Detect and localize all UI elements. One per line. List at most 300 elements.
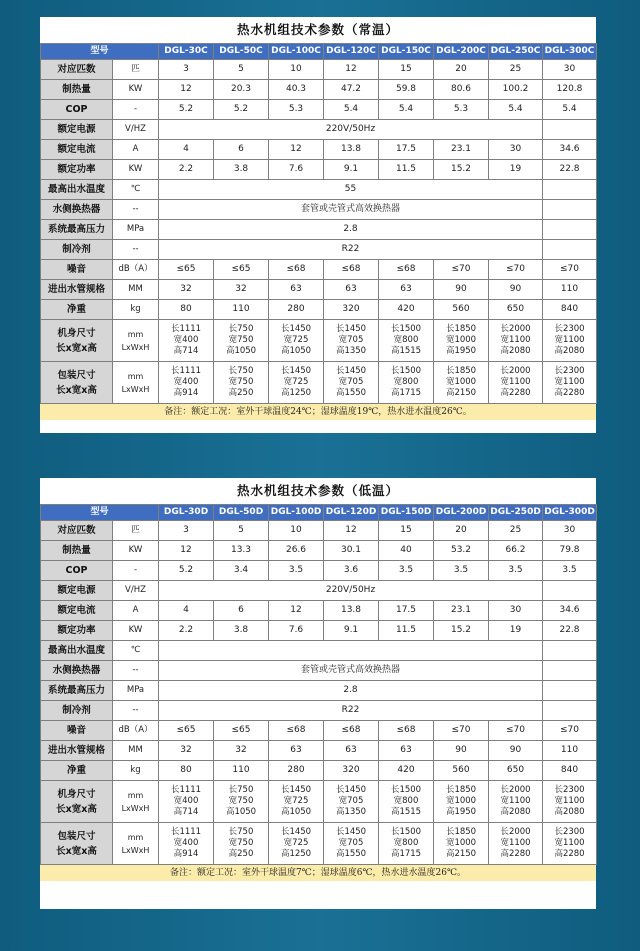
dimension-line: 宽705 — [338, 377, 364, 387]
row-label: 噪音 — [41, 721, 113, 741]
dimension-value — [543, 823, 597, 865]
dimension-line: 宽1000 — [445, 796, 477, 806]
row-empty-cell — [543, 200, 597, 220]
row-unit: V/HZ — [113, 120, 159, 140]
row-span-value: 2.8 — [159, 220, 543, 240]
row-value: 12 — [159, 80, 214, 100]
dimension-line: 宽1000 — [445, 377, 477, 387]
row-label: COP — [41, 561, 113, 581]
dimension-value — [434, 781, 489, 823]
dimension-value — [269, 320, 324, 362]
row-value: 840 — [543, 761, 597, 781]
dimension-line: 高1550 — [335, 388, 367, 398]
dimension-unit-lwh: LxWxH — [121, 384, 150, 394]
dimension-unit-lwh: LxWxH — [121, 803, 150, 813]
dimension-line: 宽1100 — [554, 335, 585, 345]
dimension-line: 宽400 — [173, 838, 199, 848]
row-value: 3.8 — [214, 621, 269, 641]
row-empty-cell — [543, 681, 597, 701]
row-empty-cell — [543, 661, 597, 681]
row-value: 5.2 — [214, 100, 269, 120]
row-value: 3.5 — [543, 561, 597, 581]
model-name: DGL-250D — [489, 505, 543, 521]
dimension-value — [324, 781, 379, 823]
dimension-line: 长2000 — [500, 366, 531, 376]
dimension-line: 宽750 — [228, 335, 254, 345]
dimension-line: 长2000 — [500, 785, 531, 795]
row-value: 59.8 — [379, 80, 434, 100]
row-unit: -- — [113, 240, 159, 260]
row-unit: MPa — [113, 681, 159, 701]
row-value: ≤68 — [379, 260, 434, 280]
dimension-label-name: 机身尺寸 — [57, 788, 96, 800]
row-value: 5.4 — [543, 100, 597, 120]
row-value: 320 — [324, 300, 379, 320]
row-label: 最高出水温度 — [41, 641, 113, 661]
dimension-label-name: 包装尺寸 — [57, 369, 96, 381]
row-value: 63 — [269, 741, 324, 761]
row-value: 13.8 — [324, 140, 379, 160]
row-span-value: 220V/50Hz — [159, 120, 543, 140]
row-span-value: R22 — [159, 701, 543, 721]
spec-row — [41, 140, 597, 160]
dimension-value — [269, 781, 324, 823]
row-value: 47.2 — [324, 80, 379, 100]
row-value: 3.6 — [324, 561, 379, 581]
dimension-row — [41, 781, 597, 823]
row-value: 5.2 — [159, 561, 214, 581]
dimension-value — [324, 320, 379, 362]
row-value: 280 — [269, 300, 324, 320]
dimension-unit-mm: mm — [127, 329, 144, 339]
row-value: 11.5 — [379, 160, 434, 180]
row-value: ≤68 — [269, 721, 324, 741]
row-value: 19 — [489, 621, 543, 641]
row-value: 63 — [324, 280, 379, 300]
row-label: 最高出水温度 — [41, 180, 113, 200]
row-value: 110 — [214, 300, 269, 320]
spec-row — [41, 541, 597, 561]
dimension-value — [159, 320, 214, 362]
row-value: 420 — [379, 300, 434, 320]
row-value: 90 — [489, 280, 543, 300]
dimension-line: 长1450 — [280, 827, 312, 837]
dimension-line: 高2280 — [554, 388, 585, 398]
row-unit: A — [113, 140, 159, 160]
dimension-value — [543, 781, 597, 823]
dimension-line: 宽800 — [393, 838, 419, 848]
dimension-line: 宽750 — [228, 838, 254, 848]
spec-row — [41, 721, 597, 741]
dimension-line: 长1850 — [445, 785, 477, 795]
dimension-label — [41, 320, 113, 362]
row-value: ≤70 — [434, 260, 489, 280]
dimension-line: 宽725 — [283, 377, 309, 387]
model-header-label: 型号 — [41, 505, 159, 521]
dimension-line: 长1450 — [280, 366, 312, 376]
row-value: ≤68 — [324, 721, 379, 741]
row-value: 120.8 — [543, 80, 597, 100]
row-value: 90 — [489, 741, 543, 761]
row-value: 15 — [379, 60, 434, 80]
dimension-line: 高1515 — [390, 807, 422, 817]
row-span-value — [159, 641, 543, 661]
dimension-line: 宽705 — [338, 838, 364, 848]
row-value: 32 — [214, 741, 269, 761]
row-unit: V/HZ — [113, 581, 159, 601]
row-value: 23.1 — [434, 140, 489, 160]
row-value: 110 — [543, 741, 597, 761]
dimension-value — [379, 823, 434, 865]
row-value: 3.5 — [379, 561, 434, 581]
dimension-line: 高2280 — [554, 849, 585, 859]
dimension-unit-mm: mm — [127, 790, 144, 800]
dimension-line: 长750 — [228, 324, 254, 334]
dimension-line: 高1350 — [335, 807, 367, 817]
row-unit: A — [113, 601, 159, 621]
model-name: DGL-250C — [489, 44, 543, 60]
row-value: 5.3 — [269, 100, 324, 120]
dimension-line: 宽1100 — [500, 335, 531, 345]
row-value: ≤70 — [489, 260, 543, 280]
spec-row — [41, 701, 597, 721]
row-unit: ℃ — [113, 641, 159, 661]
dimension-line: 高1050 — [280, 346, 312, 356]
row-empty-cell — [543, 120, 597, 140]
row-unit: KW — [113, 541, 159, 561]
dimension-value — [489, 320, 543, 362]
row-unit: MM — [113, 741, 159, 761]
row-value: 15.2 — [434, 160, 489, 180]
dimension-label-format: 长x宽x高 — [56, 384, 97, 396]
spec-row — [41, 220, 597, 240]
row-value: 650 — [489, 761, 543, 781]
row-label: COP — [41, 100, 113, 120]
row-value: ≤70 — [489, 721, 543, 741]
spec-row — [41, 661, 597, 681]
spec-row — [41, 641, 597, 661]
dimension-line: 宽1100 — [554, 838, 585, 848]
row-empty-cell — [543, 581, 597, 601]
dimension-label-name: 机身尺寸 — [57, 327, 96, 339]
row-unit: 匹 — [113, 60, 159, 80]
dimension-value — [159, 823, 214, 865]
spec-row — [41, 581, 597, 601]
row-value: ≤65 — [214, 260, 269, 280]
dimension-line: 高1550 — [335, 849, 367, 859]
row-value: 30 — [489, 601, 543, 621]
row-value: ≤65 — [159, 260, 214, 280]
row-unit: dB（A） — [113, 260, 159, 280]
row-value: 63 — [379, 741, 434, 761]
dimension-line: 宽750 — [228, 377, 254, 387]
dimension-line: 长2300 — [554, 324, 585, 334]
dimension-value — [543, 320, 597, 362]
model-name: DGL-30D — [159, 505, 214, 521]
model-name: DGL-200D — [434, 505, 489, 521]
spec-row — [41, 280, 597, 300]
spec-table — [40, 43, 597, 404]
row-value: 110 — [214, 761, 269, 781]
spec-row — [41, 80, 597, 100]
row-label: 额定电源 — [41, 581, 113, 601]
dimension-unit-lwh: LxWxH — [121, 342, 150, 352]
dimension-line: 长2300 — [554, 366, 585, 376]
model-name: DGL-150C — [379, 44, 434, 60]
row-value: ≤65 — [159, 721, 214, 741]
dimension-line: 宽1000 — [445, 335, 477, 345]
spec-row — [41, 300, 597, 320]
row-label: 额定功率 — [41, 621, 113, 641]
row-span-value: 2.8 — [159, 681, 543, 701]
row-empty-cell — [543, 701, 597, 721]
row-value: 30.1 — [324, 541, 379, 561]
spec-row — [41, 681, 597, 701]
row-label: 额定电流 — [41, 601, 113, 621]
row-value: 17.5 — [379, 140, 434, 160]
row-value: 40.3 — [269, 80, 324, 100]
dimension-unit — [113, 362, 159, 404]
row-value: 13.8 — [324, 601, 379, 621]
row-value: 30 — [543, 521, 597, 541]
row-label: 进出水管规格 — [41, 741, 113, 761]
table-note: 备注：额定工况：室外干球温度7℃；湿球温度6℃，热水进水温度26℃。 — [40, 865, 596, 881]
dimension-value — [159, 362, 214, 404]
dimension-line: 高1350 — [335, 346, 367, 356]
model-name: DGL-150D — [379, 505, 434, 521]
row-value: 840 — [543, 300, 597, 320]
dimension-line: 高714 — [173, 346, 199, 356]
row-unit: MPa — [113, 220, 159, 240]
row-value: 80 — [159, 300, 214, 320]
dimension-line: 宽750 — [228, 796, 254, 806]
row-value: 10 — [269, 60, 324, 80]
spec-row — [41, 521, 597, 541]
row-value: 3 — [159, 60, 214, 80]
row-empty-cell — [543, 180, 597, 200]
dimension-line: 长1450 — [335, 324, 367, 334]
row-span-value: 套管或壳管式高效换热器 — [159, 200, 543, 220]
row-value: 320 — [324, 761, 379, 781]
row-value: 650 — [489, 300, 543, 320]
row-value: 10 — [269, 521, 324, 541]
row-value: 6 — [214, 140, 269, 160]
dimension-line: 长2300 — [554, 827, 585, 837]
spec-row — [41, 601, 597, 621]
spec-table — [40, 504, 597, 865]
row-value: ≤70 — [543, 721, 597, 741]
row-value: 3.5 — [269, 561, 324, 581]
row-unit: KW — [113, 621, 159, 641]
model-name: DGL-120D — [324, 505, 379, 521]
row-value: 7.6 — [269, 160, 324, 180]
dimension-line: 宽400 — [173, 377, 199, 387]
row-label: 制热量 — [41, 541, 113, 561]
dimension-line: 宽725 — [283, 838, 309, 848]
row-label: 水侧换热器 — [41, 661, 113, 681]
row-value: 25 — [489, 60, 543, 80]
dimension-value — [214, 362, 269, 404]
dimension-unit — [113, 823, 159, 865]
dimension-value — [269, 362, 324, 404]
row-value: 17.5 — [379, 601, 434, 621]
dimension-value — [434, 823, 489, 865]
row-empty-cell — [543, 641, 597, 661]
dimension-value — [214, 320, 269, 362]
dimension-line: 高1250 — [280, 388, 312, 398]
row-value: 15 — [379, 521, 434, 541]
dimension-line: 长1850 — [445, 324, 477, 334]
dimension-label-name: 包装尺寸 — [57, 830, 96, 842]
dimension-value — [214, 823, 269, 865]
row-value: 19 — [489, 160, 543, 180]
row-value: 90 — [434, 280, 489, 300]
row-unit: ℃ — [113, 180, 159, 200]
row-value: 5.4 — [324, 100, 379, 120]
model-name: DGL-300D — [543, 505, 597, 521]
row-value: 11.5 — [379, 621, 434, 641]
dimension-value — [269, 823, 324, 865]
dimension-value — [159, 781, 214, 823]
dimension-line: 长1111 — [170, 324, 202, 334]
row-value: 3.8 — [214, 160, 269, 180]
dimension-value — [434, 362, 489, 404]
row-unit: -- — [113, 701, 159, 721]
row-label: 系统最高压力 — [41, 220, 113, 240]
row-value: 22.8 — [543, 621, 597, 641]
row-value: 20 — [434, 60, 489, 80]
dimension-value — [489, 823, 543, 865]
dimension-line: 长1500 — [390, 324, 422, 334]
dimension-line: 宽1100 — [554, 377, 585, 387]
row-value: 9.1 — [324, 160, 379, 180]
dimension-label — [41, 781, 113, 823]
row-unit: kg — [113, 761, 159, 781]
row-value: 560 — [434, 300, 489, 320]
dimension-line: 宽800 — [393, 335, 419, 345]
dimension-line: 高1715 — [390, 849, 422, 859]
dimension-value — [324, 362, 379, 404]
row-value: 280 — [269, 761, 324, 781]
dimension-line: 长750 — [228, 785, 254, 795]
table-note: 备注：额定工况：室外干球温度24℃；湿球温度19℃，热水进水温度26℃。 — [40, 404, 596, 420]
dimension-line: 长2000 — [500, 827, 531, 837]
row-value: 25 — [489, 521, 543, 541]
dimension-line: 宽725 — [283, 335, 309, 345]
dimension-line: 长1450 — [335, 827, 367, 837]
spec-row — [41, 100, 597, 120]
row-span-value: 220V/50Hz — [159, 581, 543, 601]
dimension-line: 宽1100 — [500, 796, 531, 806]
row-unit: 匹 — [113, 521, 159, 541]
dimension-line: 长1850 — [445, 827, 477, 837]
row-value: 420 — [379, 761, 434, 781]
model-name: DGL-100C — [269, 44, 324, 60]
spec-row — [41, 240, 597, 260]
dimension-line: 高1050 — [225, 807, 257, 817]
dimension-row — [41, 823, 597, 865]
spec-row — [41, 180, 597, 200]
spec-row — [41, 200, 597, 220]
dimension-value — [379, 781, 434, 823]
dimension-line: 高2280 — [500, 849, 531, 859]
row-value: 2.2 — [159, 621, 214, 641]
row-value: 3.5 — [489, 561, 543, 581]
row-label: 制热量 — [41, 80, 113, 100]
dimension-unit-mm: mm — [127, 371, 144, 381]
dimension-value — [379, 362, 434, 404]
row-value: 63 — [379, 280, 434, 300]
row-value: 5.4 — [379, 100, 434, 120]
dimension-line: 长2000 — [500, 324, 531, 334]
dimension-line: 高714 — [173, 807, 199, 817]
dimension-line: 高2280 — [500, 388, 531, 398]
dimension-label-format: 长x宽x高 — [56, 803, 97, 815]
model-name: DGL-50C — [214, 44, 269, 60]
row-value: 40 — [379, 541, 434, 561]
spec-row — [41, 120, 597, 140]
dimension-value — [543, 362, 597, 404]
row-value: 32 — [214, 280, 269, 300]
row-value: 32 — [159, 741, 214, 761]
row-value: ≤70 — [543, 260, 597, 280]
dimension-line: 高1515 — [390, 346, 422, 356]
dimension-value — [489, 781, 543, 823]
row-unit: dB（A） — [113, 721, 159, 741]
row-value: 12 — [269, 601, 324, 621]
row-value: 100.2 — [489, 80, 543, 100]
dimension-value — [489, 362, 543, 404]
row-value: 63 — [269, 280, 324, 300]
spec-row — [41, 60, 597, 80]
dimension-line: 高914 — [173, 388, 199, 398]
row-value: ≤70 — [434, 721, 489, 741]
row-label: 进出水管规格 — [41, 280, 113, 300]
model-name: DGL-100D — [269, 505, 324, 521]
dimension-line: 高2150 — [445, 388, 477, 398]
row-label: 噪音 — [41, 260, 113, 280]
dimension-line: 高1050 — [225, 346, 257, 356]
row-value: ≤65 — [214, 721, 269, 741]
row-label: 系统最高压力 — [41, 681, 113, 701]
row-value: 66.2 — [489, 541, 543, 561]
row-unit: KW — [113, 80, 159, 100]
row-span-value: R22 — [159, 240, 543, 260]
row-label: 额定电源 — [41, 120, 113, 140]
row-span-value: 套管或壳管式高效换热器 — [159, 661, 543, 681]
model-name: DGL-50D — [214, 505, 269, 521]
dimension-line: 宽400 — [173, 335, 199, 345]
row-value: 79.8 — [543, 541, 597, 561]
row-label: 额定电流 — [41, 140, 113, 160]
dimension-line: 长1450 — [280, 785, 312, 795]
row-label: 净重 — [41, 300, 113, 320]
dimension-line: 长1450 — [335, 366, 367, 376]
row-value: ≤68 — [379, 721, 434, 741]
row-value: 30 — [543, 60, 597, 80]
dimension-line: 长1111 — [170, 785, 202, 795]
dimension-line: 高2080 — [500, 807, 531, 817]
dimension-value — [324, 823, 379, 865]
dimension-line: 高2080 — [554, 807, 585, 817]
row-value: ≤68 — [324, 260, 379, 280]
row-value: 3.4 — [214, 561, 269, 581]
row-value: 23.1 — [434, 601, 489, 621]
row-unit: kg — [113, 300, 159, 320]
row-label: 对应匹数 — [41, 60, 113, 80]
row-value: 5.4 — [489, 100, 543, 120]
row-value: 13.3 — [214, 541, 269, 561]
